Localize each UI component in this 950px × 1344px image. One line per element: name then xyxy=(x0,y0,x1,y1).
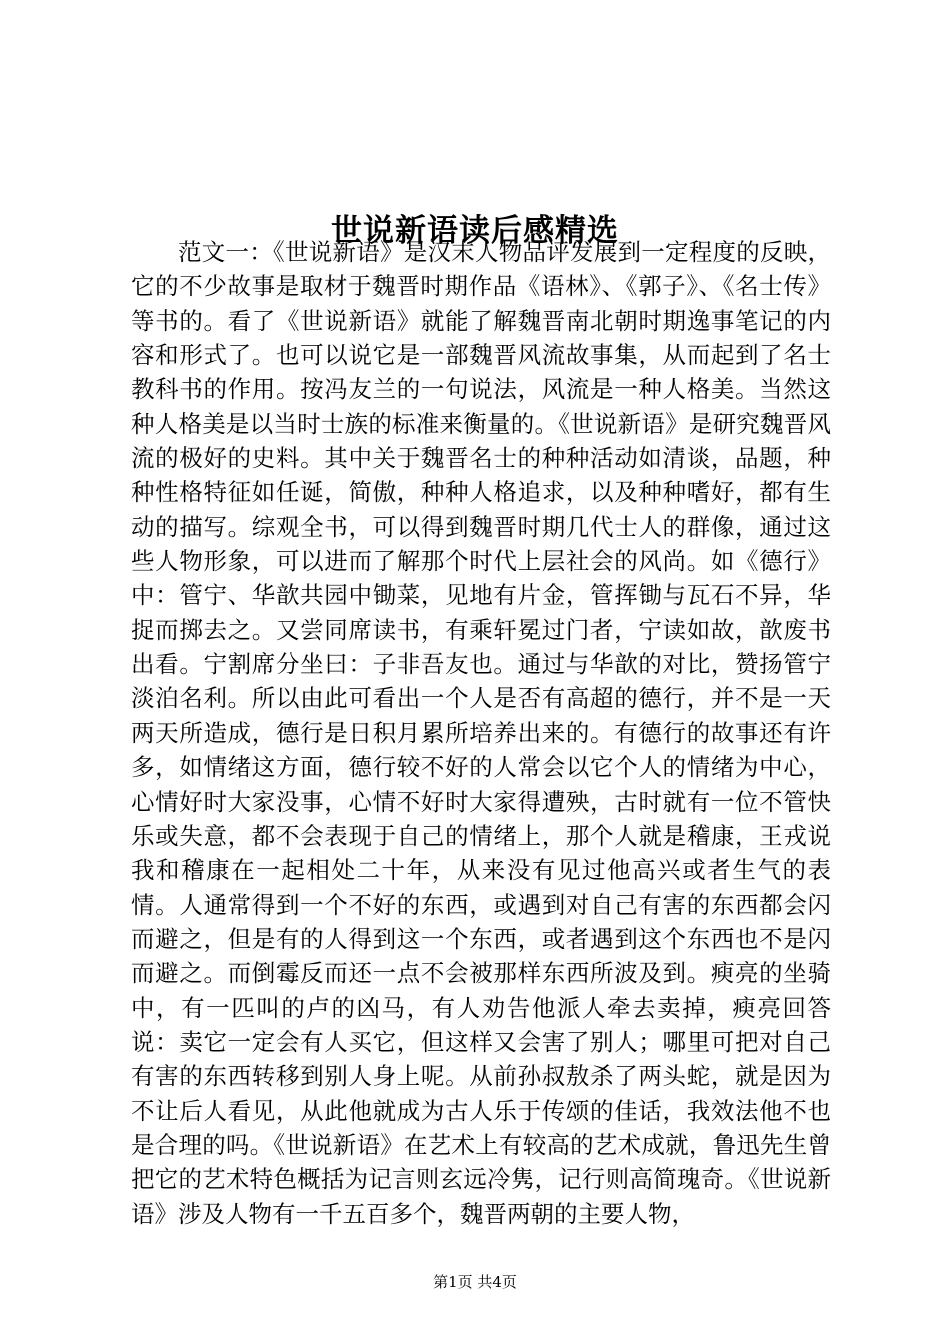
document-title: 世说新语读后感精选 xyxy=(331,212,619,249)
document-body-paragraph: 范文一：《世说新语》是汉末人物品评发展到一定程度的反映，它的不少故事是取材于魏晋时期作品《语林》、《郭子》、《名士传》等书的。看了《世说新语》就能了解魏晋南北朝时期逸事笔记的内容和形式了。也可以说它是一部魏晋风流故事集，从而起到了名士教科书的作用。按冯友兰的一句说法，风流是一种人格美。当然这种人格美是以当时士族的标准来衡量的。《世说新语》是研究魏晋风流的极好的史料。其中关于魏晋名士的种种活动如清谈，品题，种种性格特征如任诞，简傲，种种人格追求，以及种种嗜好，都有生动的描写。综观全书，可以得到魏晋时期几代士人的群像，通过这些人物形象，可以进而了解那个时代上层社会的风尚。如《德行》中：管宁、华歆共园中锄菜，见地有片金，管挥锄与瓦石不异，华捉而掷去之。又尝同席读书，有乘轩冕过门者，宁读如故，歆废书出看。宁割席分坐曰：子非吾友也。通过与华歆的对比，赞扬管宁淡泊名利。所以由此可看出一个人是否有高超的德行，并不是一天两天所造成，德行是日积月累所培养出来的。有德行的故事还有许多，如情绪这方面，德行较不好的人常会以它个人的情绪为中心，心情好时大家没事，心情不好时大家得遭殃，古时就有一位不管快乐或失意，都不会表现于自己的情绪上，那个人就是稽康，王戎说我和稽康在一起相处二十年，从来没有见过他高兴或者生气的表情。人通常得到一个不好的东西，或遇到对自己有害的东西都会闪而避之，但是有的人得到这一个东西，或者遇到这个东西也不是闪而避之。而倒霉反而还一点不会被那样东西所波及到。瘐亮的坐骑中，有一匹叫的卢的凶马，有人劝告他派人牵去卖掉，瘐亮回答说：卖它一定会有人买它，但这样又会害了别人；哪里可把对自己有害的东西转移到别人身上呢。从前孙叔敖杀了两头蛇，就是因为不让后人看见，从此他就成为古人乐于传颂的佳话，我效法他不也是合理的吗。《世说新语》在艺术上有较高的艺术成就，鲁迅先生曾把它的艺术特色概括为记言则玄远冷隽，记行则高简瑰奇。《世说新语》涉及人物有一千五百多个，魏晋两朝的主要人物， xyxy=(131,238,831,1228)
page-number-footer: 第1页 共4页 xyxy=(433,1273,517,1291)
